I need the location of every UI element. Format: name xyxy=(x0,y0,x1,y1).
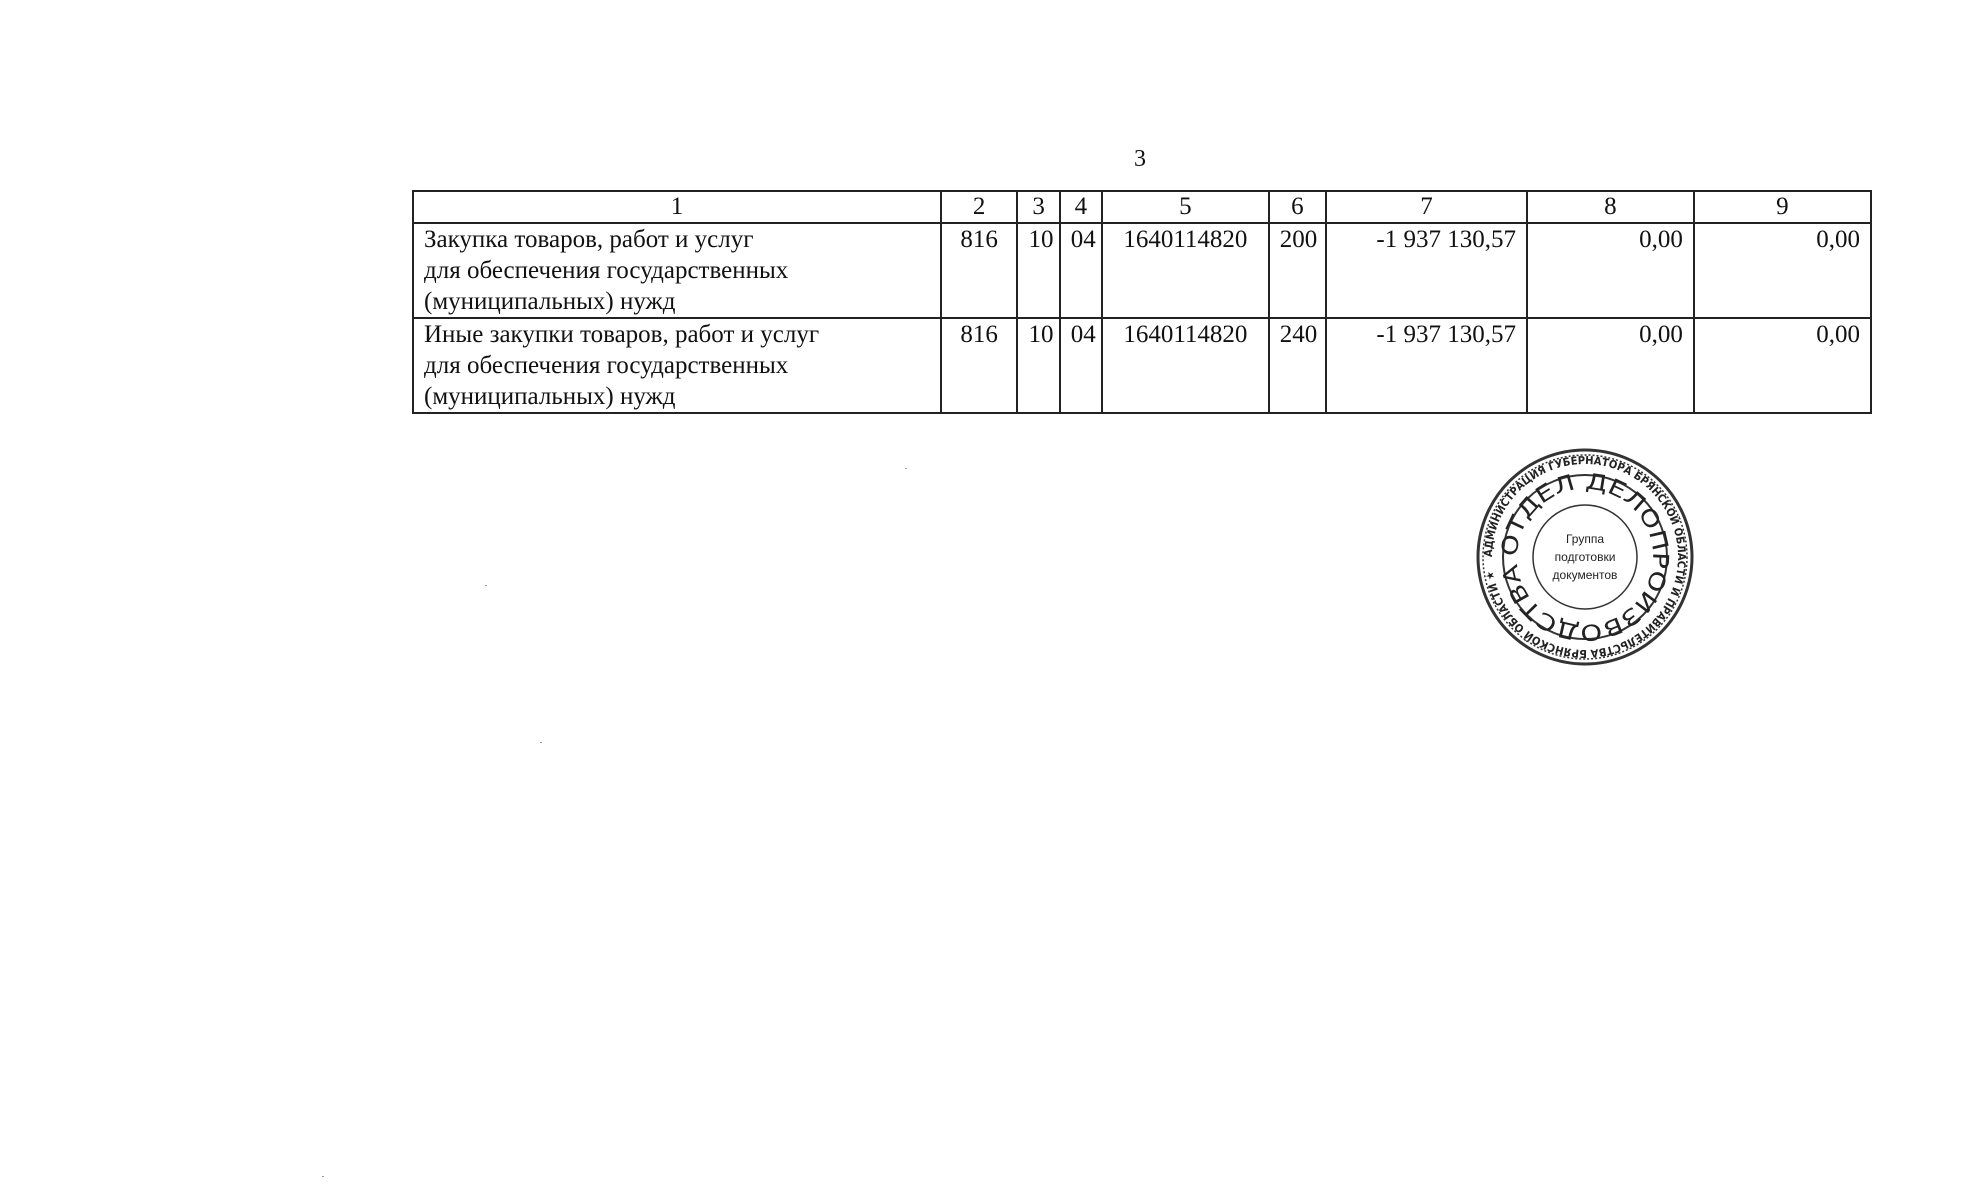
cell-col5: 1640114820 xyxy=(1102,223,1269,318)
office-stamp xyxy=(1475,447,1695,667)
budget-table xyxy=(412,190,1872,414)
column-header-3: 3 xyxy=(1017,191,1059,223)
cell-col9: 0,00 xyxy=(1694,223,1871,318)
cell-col6: 200 xyxy=(1269,223,1326,318)
scan-speck xyxy=(905,468,907,469)
row-name: Иные закупки товаров, работ и услуг для обеспечения государственных (муниципальных) нужд xyxy=(413,318,941,413)
column-header-4: 4 xyxy=(1060,191,1102,223)
table-header-row xyxy=(413,191,1871,223)
column-header-7: 7 xyxy=(1326,191,1527,223)
cell-col4: 04 xyxy=(1060,318,1102,413)
cell-col3: 10 xyxy=(1017,223,1059,318)
page-number: 3 xyxy=(1134,146,1146,172)
cell-col7: -1 937 130,57 xyxy=(1326,318,1527,413)
row-name: Закупка товаров, работ и услуг для обеспечения государственных (муниципальных) нужд xyxy=(413,223,941,318)
column-header-8: 8 xyxy=(1527,191,1694,223)
table-row xyxy=(413,318,1871,413)
column-header-9: 9 xyxy=(1694,191,1871,223)
cell-col9: 0,00 xyxy=(1694,318,1871,413)
cell-col8: 0,00 xyxy=(1527,223,1694,318)
cell-col8: 0,00 xyxy=(1527,318,1694,413)
column-header-2: 2 xyxy=(941,191,1018,223)
cell-col6: 240 xyxy=(1269,318,1326,413)
stamp-center-line-3: документов xyxy=(1552,568,1618,582)
scan-speck xyxy=(322,1176,324,1177)
cell-col3: 10 xyxy=(1017,318,1059,413)
cell-col2: 816 xyxy=(941,223,1018,318)
column-header-6: 6 xyxy=(1269,191,1326,223)
scan-speck xyxy=(485,585,487,586)
stamp-center-line-1: Группа xyxy=(1565,532,1605,546)
cell-col4: 04 xyxy=(1060,223,1102,318)
stamp-seal-graphic xyxy=(1475,447,1695,667)
table-row xyxy=(413,223,1871,318)
scan-speck xyxy=(540,742,542,743)
column-header-1: 1 xyxy=(413,191,941,223)
stamp-outer-text: АДМИНИСТРАЦИЯ ГУБЕРНАТОРА БРЯНСКОЙ ОБЛАСТИ И ПРАВИТЕЛЬСТВА БРЯНСКОЙ ОБЛАСТИ ★ xyxy=(1481,453,1689,661)
cell-col7: -1 937 130,57 xyxy=(1326,223,1527,318)
stamp-inner-text: ОТДЕЛ ДЕЛОПРОИЗВОДСТВА xyxy=(1497,469,1673,645)
cell-col5: 1640114820 xyxy=(1102,318,1269,413)
column-header-5: 5 xyxy=(1102,191,1269,223)
stamp-center-line-2: подготовки xyxy=(1554,550,1616,564)
cell-col2: 816 xyxy=(941,318,1018,413)
